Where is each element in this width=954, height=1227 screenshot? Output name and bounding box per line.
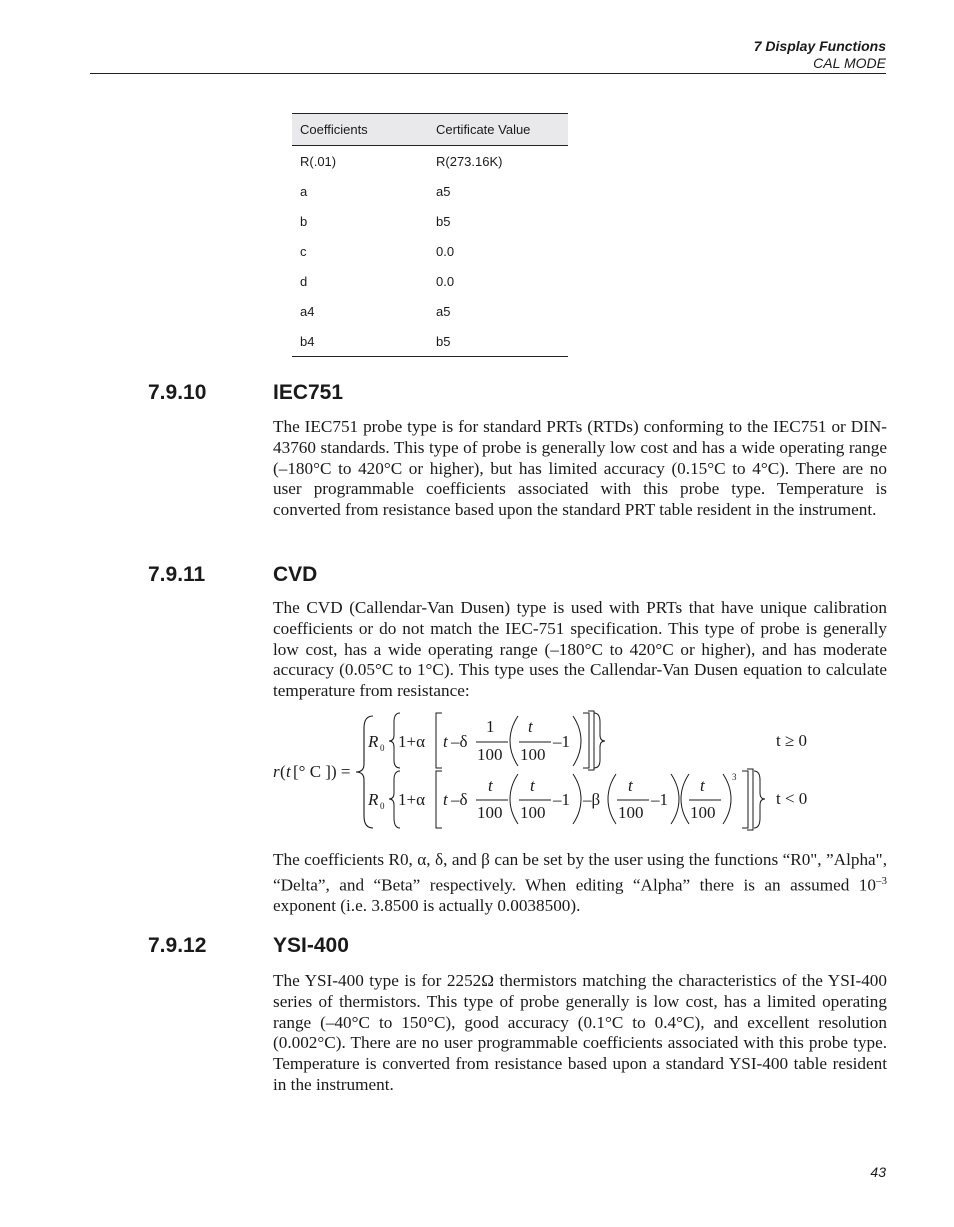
row2-beta-right-paren (671, 774, 679, 824)
row2-left-paren (510, 774, 518, 824)
section-body: The YSI-400 type is for 2252Ω thermistors matching the characteristics of the YSI-400 series of thermistors. This type of probe generally is low cost, has a limited operating range (–40°C to 150°C), good accuracy (0.1°C to 0.4°C), and excellent resolution (0.002°C). There are no user programmable coefficients associated with this probe type. Temperature is converted from resistance based upon a standard YSI-400 table resident in the instrument. (273, 971, 887, 1094)
eq-minus-one: –1 (651, 790, 668, 809)
eq-minus-beta: –β (583, 790, 601, 809)
column-header: Coefficients (292, 114, 428, 146)
table-cell: b (300, 213, 308, 229)
table-cell: a (300, 183, 308, 199)
row2-left-bracket (436, 771, 442, 828)
superscript: –3 (876, 874, 887, 887)
table-header-row (292, 114, 568, 146)
section-number: 7.9.11 (148, 563, 206, 586)
eq-paren: ( (280, 762, 286, 781)
table-row (292, 326, 568, 357)
table-cell: b4 (292, 326, 428, 357)
row1-right-bracket (583, 713, 589, 768)
section-number: 7.9.12 (148, 934, 207, 957)
table-cell: a4 (300, 303, 315, 319)
eq-r0-sub: 0 (380, 743, 385, 753)
eq-numerator: t (700, 776, 705, 795)
eq-numerator: t (530, 776, 535, 795)
eq-denominator: 100 (477, 745, 503, 764)
table-cell: R(273.16K) (436, 153, 503, 169)
row2-cube-left-paren (681, 774, 689, 824)
table-cell: c (300, 243, 307, 259)
row2-beta-left-paren (608, 774, 616, 824)
eq-denominator: 100 (520, 745, 546, 764)
table-cell: R(.01) (300, 153, 337, 169)
row2-right-bracket (742, 771, 748, 828)
eq-one-plus-alpha: 1+α (398, 732, 425, 751)
eq-minus-one: –1 (553, 732, 570, 751)
coefficients-table (292, 113, 568, 357)
section-body: The IEC751 probe type is for standard PRTs (RTDs) conforming to the IEC751 or DIN-43760 standards. This type of probe is generally low cost and has a wide operating range (–180°C to 420°C or higher), but has limited accuracy (0.15°C to 4°C). There are no user programmable coefficients associated with this probe type. Temperature is converted from resistance based upon the standard PRT table resident in the instrument. (273, 417, 887, 520)
text-run: exponent (i.e. 3.8500 is actually 0.0038500). (273, 896, 581, 916)
page-number: 43 (870, 1164, 886, 1180)
eq-condition-2: t < 0 (776, 789, 808, 808)
eq-one-plus-alpha: 1+α (398, 790, 425, 809)
header-section: CAL MODE (813, 55, 886, 71)
table-cell: a5 (436, 303, 451, 319)
section-number: 7.9.10 (148, 381, 207, 404)
eq-numerator: t (528, 717, 533, 736)
eq-condition-1: t ≥ 0 (776, 731, 808, 750)
cvd-equation (270, 708, 830, 836)
row1-right-paren (573, 716, 581, 766)
eq-r0: R (368, 790, 379, 809)
eq-numerator: t (628, 776, 633, 795)
section-title: IEC751 (273, 381, 344, 404)
eq-minus-one: –1 (553, 790, 570, 809)
eq-r0: R (368, 732, 379, 751)
section-title: CVD (273, 563, 318, 586)
table-cell: 0.0 (436, 243, 455, 259)
row1-left-paren (510, 716, 518, 766)
eq-r0-sub: 0 (380, 801, 385, 811)
row2-cube-right-paren (723, 774, 731, 824)
running-header (754, 38, 886, 72)
table-row (292, 206, 568, 236)
section-body: The CVD (Callendar-Van Dusen) type is used with PRTs that have unique calibration coefficients or do not match the IEC-751 specification. This type of probe is generally low cost, has a wide operating range (–180°C to 420°C or higher), and has moderate accuracy (0.05°C to 1°C). This type uses the Callendar-Van Dusen equation to calculate temperature from resistance: (273, 598, 887, 701)
table-row (292, 296, 568, 326)
eq-lhs-t: t (286, 762, 291, 781)
eq-lhs-r: r (273, 762, 280, 781)
eq-denominator: 100 (477, 803, 503, 822)
section-body-continued (273, 850, 887, 917)
table-row (292, 146, 568, 177)
eq-minus-delta: –δ (451, 790, 468, 809)
eq-t: t (443, 732, 448, 751)
eq-lhs-unit: [° C ]) = (293, 762, 351, 781)
row1-right-brace (594, 713, 605, 768)
row2-right-paren (573, 774, 581, 824)
table-row (292, 176, 568, 206)
row1-left-bracket (436, 713, 442, 768)
section-title: YSI-400 (273, 934, 349, 957)
eq-denominator: 100 (520, 803, 546, 822)
table-cell: 0.0 (436, 273, 455, 289)
eq-numerator: 1 (486, 717, 495, 736)
table-cell: d (300, 273, 308, 289)
equation-graphic (270, 708, 830, 836)
text-run: The coefficients R0, α, δ, and β can be set by the user using the functions “R0", ”Alpha", “Delta”, and “Beta” respectively. When editing “Alpha” there is an assumed 10 (273, 850, 887, 895)
table-cell: b5 (428, 326, 568, 357)
column-header: Certificate Value (428, 114, 568, 146)
table-cell: a5 (436, 183, 451, 199)
eq-denominator: 100 (690, 803, 716, 822)
eq-denominator: 100 (618, 803, 644, 822)
eq-t: t (443, 790, 448, 809)
eq-numerator: t (488, 776, 493, 795)
header-rule (90, 73, 886, 74)
table-row (292, 236, 568, 266)
header-chapter: 7 Display Functions (753, 38, 886, 54)
row2-right-brace (754, 771, 765, 828)
table-cell: b5 (436, 213, 451, 229)
eq-cube-exponent: 3 (732, 772, 737, 782)
eq-minus-delta: –δ (451, 732, 468, 751)
table-row (292, 266, 568, 296)
